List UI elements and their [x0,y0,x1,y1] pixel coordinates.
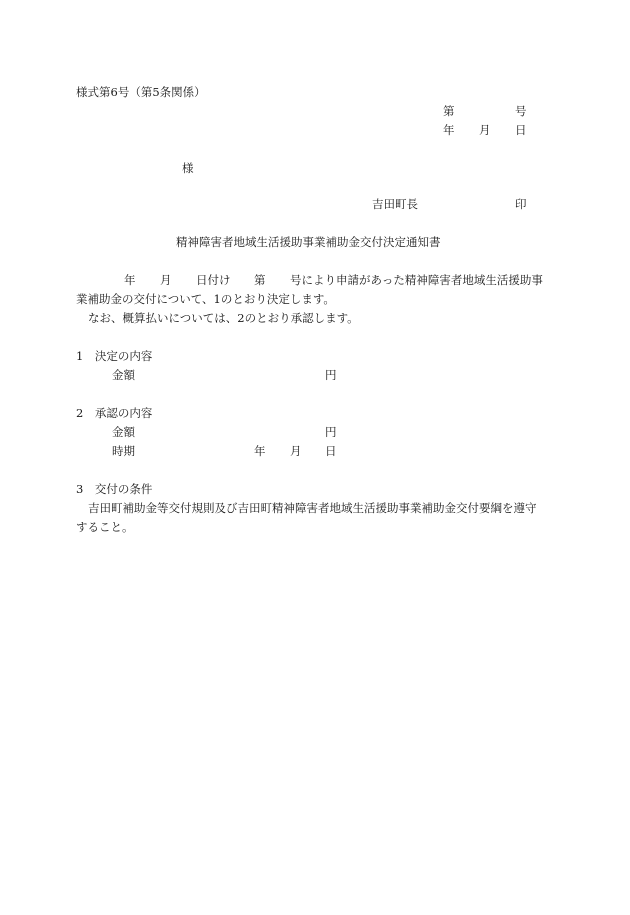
section2-year: 年 [254,444,266,458]
doc-number-suffix: 号 [515,104,527,118]
section3-line2: すること。 [76,520,134,534]
document-title: 精神障害者地域生活援助事業補助金交付決定通知書 [176,235,441,249]
date-year: 年 [443,123,455,137]
section1-yen: 円 [325,368,337,382]
section2-yen: 円 [325,425,337,439]
intro-date-suffix: 日付け [196,273,231,287]
doc-number-prefix: 第 [443,104,455,118]
intro-line2: 業補助金の交付について、1のとおり決定します。 [76,292,335,306]
addressee-suffix: 様 [182,161,194,175]
intro-line1-rest: 号により申請があった精神障害者地域生活援助事 [290,273,543,287]
section2-heading: 2 承認の内容 [76,406,153,420]
section1-heading: 1 決定の内容 [76,349,153,363]
issuer: 吉田町長 [372,197,418,211]
section3-line1: 吉田町補助金等交付規則及び吉田町精神障害者地域生活援助事業補助金交付要綱を遵守 [88,501,537,515]
section2-month: 月 [290,444,302,458]
section3-heading: 3 交付の条件 [76,482,153,496]
section2-amount-label: 金額 [112,425,135,439]
section2-day: 日 [325,444,337,458]
date-day: 日 [515,123,527,137]
form-number: 様式第6号（第5条関係） [76,85,206,99]
section1-amount-label: 金額 [112,368,135,382]
intro-year: 年 [124,273,136,287]
intro-no-prefix: 第 [254,273,266,287]
intro-line3: なお、概算払いについては、2のとおり承認します。 [88,311,359,325]
intro-month: 月 [160,273,172,287]
section2-time-label: 時期 [112,444,135,458]
seal: 印 [515,197,527,211]
date-month: 月 [479,123,491,137]
